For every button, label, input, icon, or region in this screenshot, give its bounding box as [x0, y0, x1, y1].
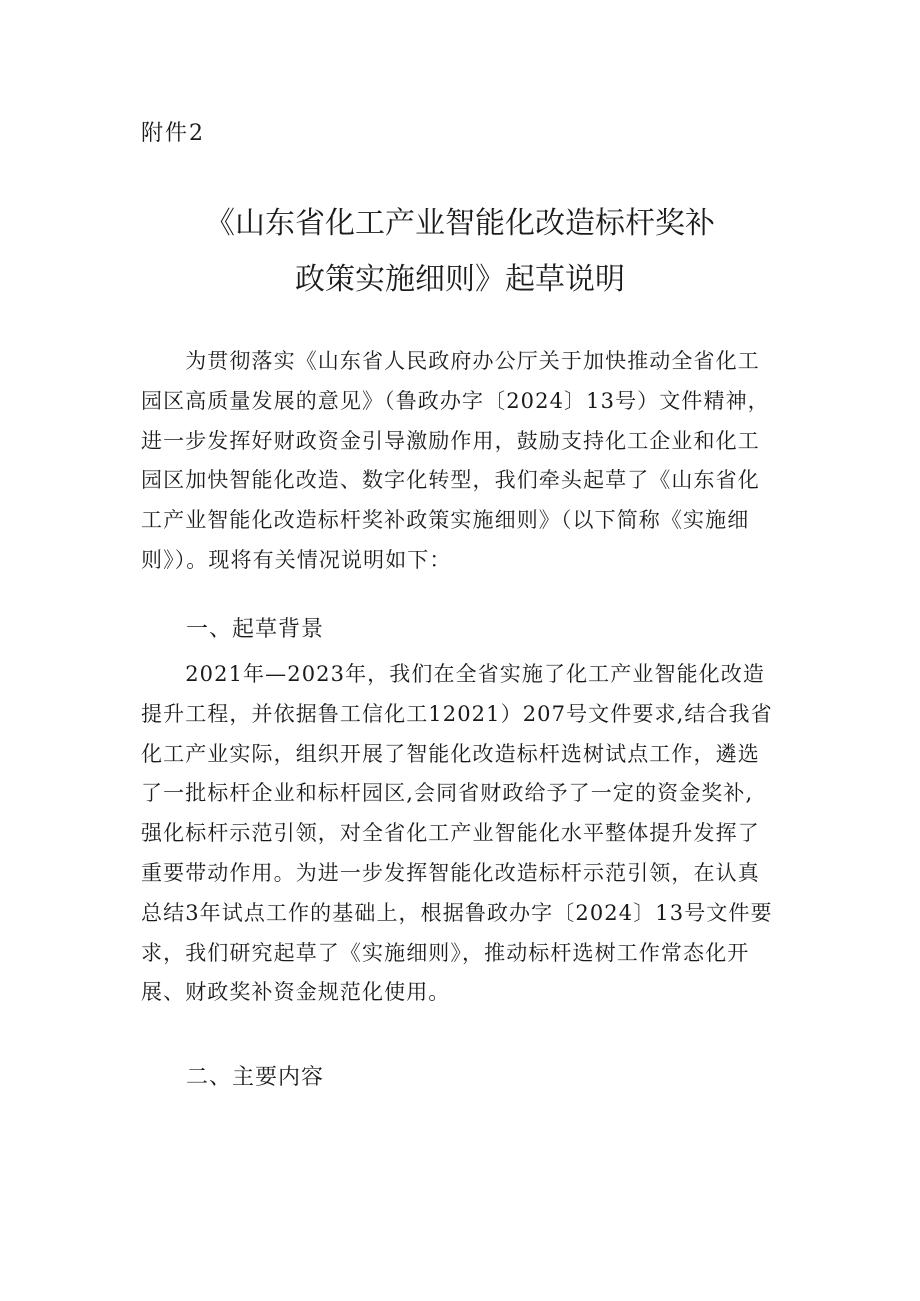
paragraph-line: 提升工程，并依据鲁工信化工12021）207号文件要求,结合我省: [141, 701, 773, 726]
paragraph-line: 强化标杆示范引领，对全省化工产业智能化水平整体提升发挥了: [141, 821, 760, 846]
document-title-line-2: 政策实施细则》起草说明: [295, 262, 625, 297]
paragraph-line: 则》）。现将有关情况说明如下：: [141, 547, 452, 572]
paragraph-line: 了一批标杆企业和标杆园区,会同省财政给予了一定的资金奖补,: [141, 781, 754, 806]
paragraph-line: 2021年—2023年，我们在全省实施了化工产业智能化改造: [141, 662, 765, 686]
paragraph-line: 展、财政奖补资金规范化使用。: [141, 980, 451, 1005]
attachment-label: 附件2: [141, 121, 205, 146]
paragraph-intro: [141, 342, 781, 581]
paragraph-line: 重要带动作用。为进一步发挥智能化改造标杆示范引领，在认真: [141, 860, 760, 885]
section-heading-main-content: 二、主要内容: [186, 1065, 325, 1090]
paragraph-line: 求，我们研究起草了《实施细则》，推动标杆选树工作常态化开: [141, 940, 750, 965]
paragraph-line: 总结3年试点工作的基础上，根据鲁政办字〔2024〕13号文件要: [141, 900, 773, 925]
paragraph-line: 园区高质量发展的意见》（鲁政办字〔2024〕13号）文件精神，: [141, 388, 770, 413]
paragraph-line: 化工产业实际，组织开展了智能化改造标杆选树试点工作，遴选: [141, 741, 760, 766]
paragraph-line: 进一步发挥好财政资金引导激励作用，鼓励支持化工企业和化工: [141, 428, 760, 453]
document-title-line-1: 《山东省化工产业智能化改造标杆奖补: [205, 206, 715, 241]
paragraph-line: 工产业智能化改造标杆奖补政策实施细则》（以下简称《实施细: [141, 508, 750, 533]
paragraph-line: 园区加快智能化改造、数字化转型，我们牵头起草了《山东省化: [141, 468, 760, 493]
document-title: [0, 196, 920, 308]
paragraph-background: [141, 655, 781, 1013]
paragraph-line: 为贯彻落实《山东省人民政府办公厅关于加快推动全省化工: [141, 349, 760, 373]
section-heading-background: 一、起草背景: [186, 617, 325, 642]
